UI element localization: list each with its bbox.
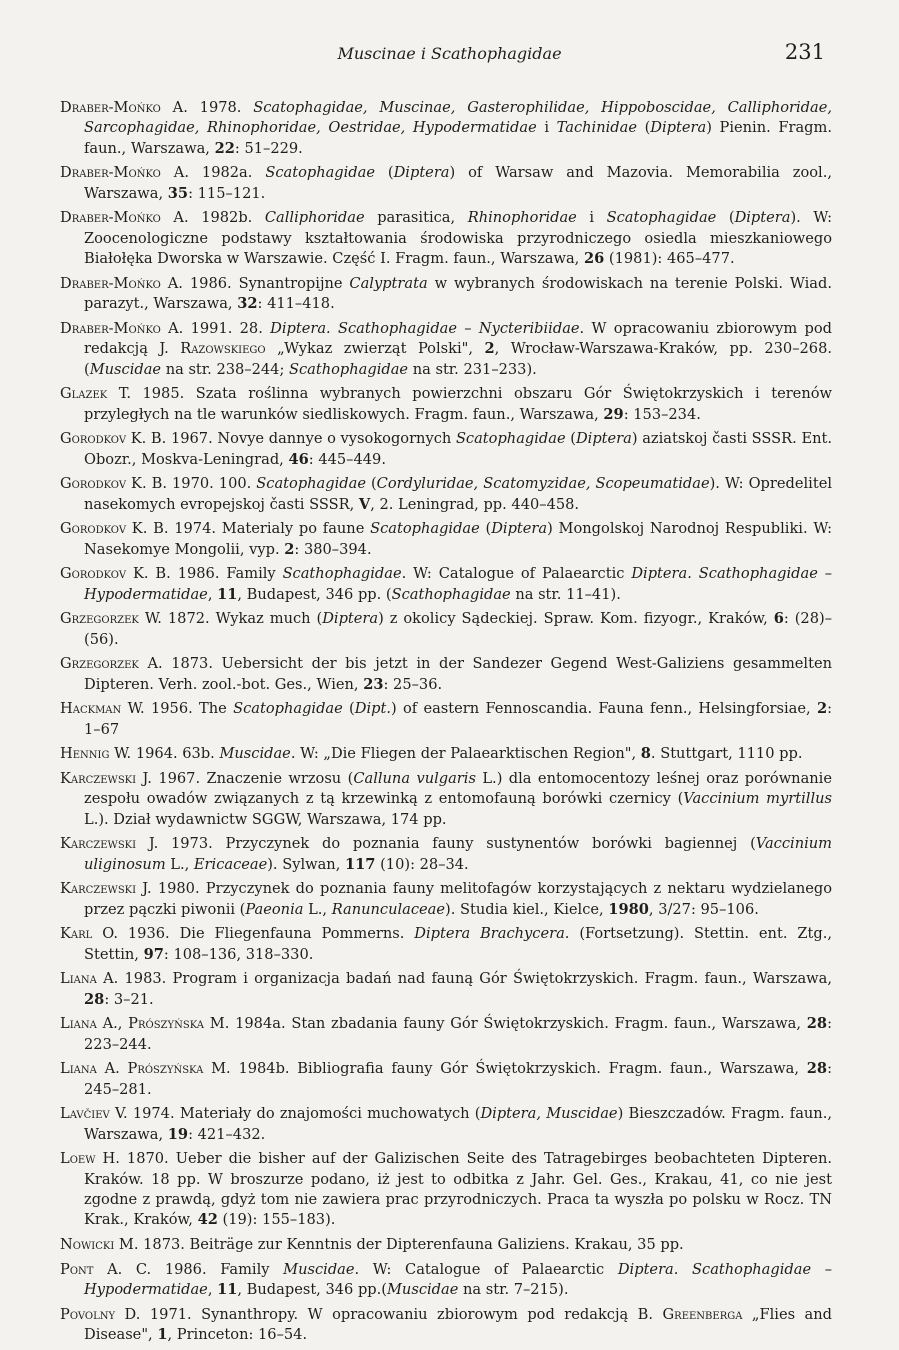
reference-body: 1964. 63b. Muscidae. W: „Die Fliegen der Palaearktischen Region", 8. Stuttgart, 1110 pp. [135, 745, 803, 763]
reference-body: 1983. Program i organizacja badań nad fauną Gór Świętokrzyskich. Fragm. faun., Warszawa, 28: 3–21. [84, 970, 832, 1008]
reference-entry [60, 384, 832, 425]
reference-author: Grzegorzek W. [60, 610, 162, 628]
reference-entry [60, 319, 832, 380]
reference-entry [60, 834, 832, 875]
reference-body: 1873. Beiträge zur Kenntnis der Dipterenfauna Galiziens. Krakau, 35 pp. [143, 1236, 684, 1254]
reference-body: 1982a. Scatophagidae (Diptera) of Warsaw and Mazovia. Memorabilia zool., Warszawa, 35: 115–121. [84, 164, 833, 202]
reference-entry [60, 1235, 832, 1255]
reference-author: Draber-Mońko A. [60, 274, 183, 292]
reference-entry [60, 969, 832, 1010]
reference-author: Liana A. [60, 970, 119, 988]
reference-author: Gorodkov K. B. [60, 565, 171, 583]
reference-body: 1974. Materiały do znajomości muchowatych (Diptera, Muscidae) Bieszczadów. Fragm. faun., Warszawa, 19: 421–432. [84, 1105, 832, 1143]
reference-entry [60, 208, 832, 269]
reference-body: 1978. Scatophagidae, Muscinae, Gasterophilidae, Hippoboscidae, Calliphoridae, Sarcophagidae, Rhinophoridae, Oestridae, Hypodermatidae i Tachinidae (Diptera) Pienin. Fragm. faun., Warszawa, 22: 51–229. [84, 99, 832, 157]
reference-entry [60, 429, 832, 470]
reference-list [60, 98, 832, 1350]
reference-author: Lavčiev V. [60, 1105, 128, 1123]
reference-body: 1982b. Calliphoridae parasitica, Rhinophoridae i Scatophagidae (Diptera). W: Zoocenologiczne podstawy kształtowania środowiska przyrodniczego osiedla mieszkaniowego Białołęka Dworska w Warszawie. Część I. Fragm. faun., Warszawa, 26 (1981): 465–477. [84, 209, 833, 268]
reference-body: 1973. Przyczynek do poznania fauny sustynentów borówki bagiennej (Vaccinium uliginosum L., Ericaceae). Sylwan, 117 (10): 28–34. [84, 835, 832, 873]
reference-entry [60, 98, 832, 159]
reference-author: Draber-Mońko A. [60, 164, 189, 182]
reference-body: 1986. Family Muscidae. W: Catalogue of Palaearctic Diptera. Scathophagidae – Hypodermatidae, 11, Budapest, 346 pp.(Muscidae na str. 7–215). [84, 1260, 833, 1299]
reference-body: 1984a. Stan zbadania fauny Gór Świętokrzyskich. Fragm. faun., Warszawa, 28: 223–244. [84, 1015, 833, 1053]
reference-author: Glazek T. [60, 385, 131, 403]
reference-entry [60, 744, 832, 764]
reference-entry [60, 1305, 832, 1346]
reference-body: 1967. Novye dannye o vysokogornych Scatophagidae (Diptera) aziatskoj časti SSSR. Ent. Obozr., Moskva-Leningrad, 46: 445–449. [84, 430, 832, 468]
reference-author: Karczewski J. [60, 880, 152, 898]
reference-entry [60, 924, 832, 965]
reference-body: 1967. Znaczenie wrzosu (Calluna vulgaris L.) dla entomocentozy leśnej oraz porównanie zespołu owadów związanych z tą krzewinką z entomofauną borówki czernicy (Vaccinium myrtillus L.). Dział wydawnictw SGGW, Warszawa, 174 pp. [84, 769, 832, 828]
reference-author: Karl O. [60, 925, 118, 943]
reference-author: Karczewski J. [60, 769, 152, 787]
reference-author: Liana A., Prószyńska M. [60, 1015, 230, 1033]
reference-entry [60, 879, 832, 920]
reference-body: 1986. Family Scathophagidae. W: Catalogue of Palaearctic Diptera. Scathophagidae – Hypodermatidae, 11, Budapest, 346 pp. (Scathophagidae na str. 11–41). [84, 565, 833, 603]
reference-entry [60, 1149, 832, 1231]
reference-author: Pont A. C. [60, 1260, 152, 1278]
reference-author: Draber-Mońko A. [60, 99, 188, 116]
reference-author: Povolny D. [60, 1305, 141, 1323]
reference-author: Grzegorzek A. [60, 655, 163, 673]
running-title: Muscinae i Scathophagidae [337, 44, 562, 63]
reference-body: 1956. The Scatophagidae (Dipt.) of eastern Fennoscandia. Fauna fenn., Helsingforsiae, 2: 1–67 [84, 700, 833, 738]
reference-body: 1991. 28. Diptera. Scathophagidae – Nycteribiidae. W opracowaniu zbiorowym pod redakcją J. Razowskiego „Wykaz zwierząt Polski", 2, Wrocław-Warszawa-Kraków, pp. 230–268. (Muscidae na str. 238–244; Scathophagidae na str. 231–233). [84, 319, 832, 378]
reference-body: 1971. Synanthropy. W opracowaniu zbiorowym pod redakcją B. Greenberga „Flies and Disease", 1, Princeton: 16–54. [84, 1305, 832, 1344]
reference-entry [60, 1059, 832, 1100]
reference-body: 1985. Szata roślinna wybranych powierzchni obszaru Gór Świętokrzyskich i terenów przyległych na tle warunków siedliskowych. Fragm. faun., Warszawa, 29: 153–234. [84, 385, 832, 423]
page-header [0, 40, 899, 74]
reference-body: 1936. Die Fliegenfauna Pommerns. Diptera Brachycera. (Fortsetzung). Stettin. ent. Ztg., Stettin, 97: 108–136, 318–330. [84, 925, 832, 963]
reference-entry [60, 1014, 832, 1055]
reference-author: Gorodkov K. B. [60, 475, 167, 493]
reference-entry [60, 609, 832, 650]
reference-entry [60, 699, 832, 740]
reference-entry [60, 564, 832, 605]
reference-entry [60, 1260, 832, 1301]
page-number: 231 [784, 40, 825, 64]
reference-body: 1872. Wykaz much (Diptera) z okolicy Sądeckiej. Spraw. Kom. fizyogr., Kraków, 6: (28)–(56). [84, 610, 832, 648]
reference-entry [60, 274, 832, 315]
reference-author: Gorodkov K. B. [60, 520, 169, 538]
reference-author: Loew H. [60, 1150, 120, 1168]
reference-entry [60, 1104, 832, 1145]
reference-entry [60, 519, 832, 560]
reference-author: Liana A. Prószyńska M. [60, 1060, 231, 1078]
reference-entry [60, 769, 832, 830]
reference-body: 1970. 100. Scatophagidae (Cordyluridae, Scatomyzidae, Scopeumatidae). W: Opredelitel nasekomych evropejskoj časti SSSR, V, 2. Leningrad, pp. 440–458. [84, 475, 832, 513]
reference-author: Gorodkov K. B. [60, 430, 167, 448]
reference-body: 1870. Ueber die bisher auf der Galizischen Seite des Tatragebirges beobachteten Dipteren. Kraków. 18 pp. W broszurze podano, iż jest to odbitka z Jahr. Gel. Ges., Krakau, 41, co nie jest zgodne z prawdą, gdyż tom nie zawiera prac przyrodniczych. Praca ta wyszła po polsku w Rocz. TN Krak., Kraków, 42 (19): 155–183). [84, 1150, 832, 1229]
reference-body: 1986. Synantropijne Calyptrata w wybranych środowiskach na terenie Polski. Wiad. parazyt., Warszawa, 32: 411–418. [84, 274, 832, 313]
reference-entry [60, 163, 832, 204]
reference-author: Hackman W. [60, 700, 145, 718]
reference-body: 1974. Materialy po faune Scatophagidae (Diptera) Mongolskoj Narodnoj Respubliki. W: Nasekomye Mongolii, vyp. 2: 380–394. [84, 520, 833, 558]
reference-body: 1873. Uebersicht der bis jetzt in der Sandezer Gegend West-Galiziens gesammelten Dipteren. Verh. zool.-bot. Ges., Wien, 23: 25–36. [84, 655, 833, 693]
reference-author: Draber-Mońko A. [60, 319, 184, 337]
reference-author: Karczewski J. [60, 835, 159, 853]
reference-author: Draber-Mońko A. [60, 209, 189, 227]
reference-body: 1984b. Bibliografia fauny Gór Świętokrzyskich. Fragm. faun., Warszawa, 28: 245–281. [84, 1060, 832, 1098]
reference-entry [60, 474, 832, 515]
reference-entry [60, 654, 832, 695]
reference-author: Hennig W. [60, 745, 132, 763]
reference-body: 1980. Przyczynek do poznania fauny melitofagów korzystających z nektaru wydzielanego przez pączki piwonii (Paeonia L., Ranunculaceae). Studia kiel., Kielce, 1980, 3/27: 95–106. [84, 880, 832, 918]
reference-author: Nowicki M. [60, 1236, 139, 1254]
